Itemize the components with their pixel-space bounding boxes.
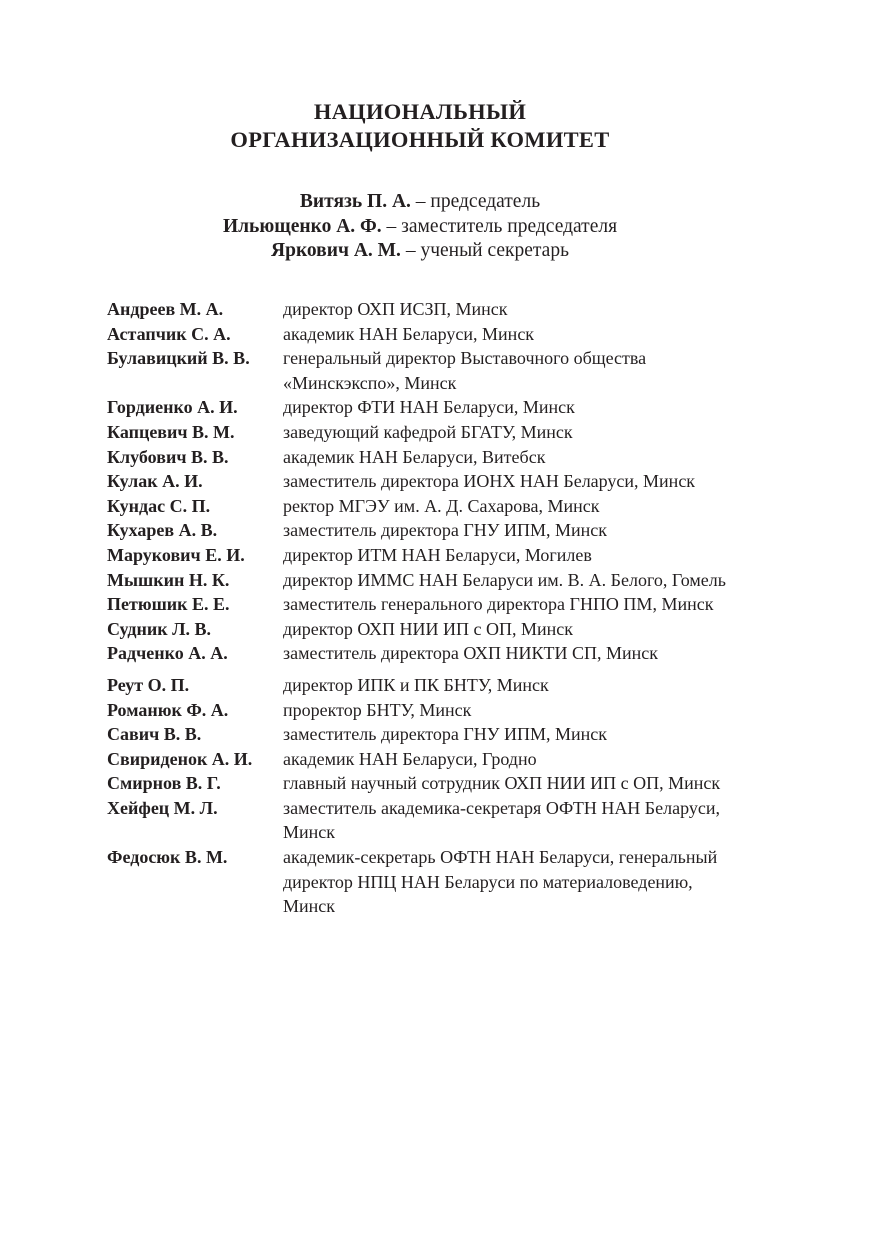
member-name: Мышкин Н. К. bbox=[107, 569, 230, 590]
member-name: Петюшик Е. Е. bbox=[107, 594, 230, 615]
member-row bbox=[107, 771, 747, 796]
members-list bbox=[107, 297, 747, 919]
member-name: Астапчик С. А. bbox=[107, 323, 231, 344]
member-name: Радченко А. А. bbox=[107, 643, 228, 664]
member-position: директор ИПК и ПК БНТУ, Минск bbox=[283, 674, 549, 695]
member-name: Хейфец М. Л. bbox=[107, 797, 218, 818]
leader-chairman bbox=[0, 190, 840, 215]
member-row bbox=[107, 518, 747, 543]
member-row bbox=[107, 617, 747, 642]
member-position: директор ИТМ НАН Беларуси, Могилев bbox=[283, 544, 592, 565]
committee-leaders bbox=[0, 190, 840, 264]
member-name: Кулак А. И. bbox=[107, 471, 203, 492]
member-position: академик-секретарь ОФТН НАН Беларуси, генеральный директор НПЦ НАН Беларуси по материаловедению, Минск bbox=[283, 847, 718, 917]
member-position: директор ОХП НИИ ИП с ОП, Минск bbox=[283, 618, 573, 639]
member-position: заместитель директора ГНУ ИПМ, Минск bbox=[283, 520, 608, 541]
page-title bbox=[0, 98, 840, 154]
member-name: Клубович В. В. bbox=[107, 446, 229, 467]
member-position: главный научный сотрудник ОХП НИИ ИП с ОП, Минск bbox=[283, 773, 721, 794]
member-position: академик НАН Беларуси, Минск bbox=[283, 323, 535, 344]
member-name: Савич В. В. bbox=[107, 724, 202, 745]
member-position: заместитель академика-секретаря ОФТН НАН Беларуси, Минск bbox=[283, 797, 720, 843]
member-row bbox=[107, 698, 747, 723]
member-position: заведующий кафедрой БГАТУ, Минск bbox=[283, 421, 573, 442]
member-row bbox=[107, 469, 747, 494]
member-position: заместитель директора ИОНХ НАН Беларуси, Минск bbox=[283, 471, 696, 492]
leader-name: Ильющенко А. Ф. bbox=[222, 215, 382, 237]
member-row bbox=[107, 747, 747, 772]
member-row bbox=[107, 322, 747, 347]
title-line: ОРГАНИЗАЦИОННЫЙ КОМИТЕТ bbox=[230, 127, 610, 152]
member-position: директор ФТИ НАН Беларуси, Минск bbox=[283, 397, 575, 418]
member-position: проректор БНТУ, Минск bbox=[283, 699, 472, 720]
member-name: Андреев М. А. bbox=[107, 299, 224, 319]
member-name: Свириденок А. И. bbox=[107, 748, 253, 769]
member-name: Капцевич В. М. bbox=[107, 421, 235, 442]
member-name: Романюк Ф. А. bbox=[107, 699, 229, 720]
leader-secretary bbox=[0, 239, 840, 264]
member-name: Смирнов В. Г. bbox=[107, 773, 221, 794]
member-name: Гордиенко А. И. bbox=[107, 397, 238, 418]
member-name: Судник Л. В. bbox=[107, 618, 212, 639]
leader-name: Яркович А. М. bbox=[271, 240, 401, 261]
member-row bbox=[107, 568, 747, 593]
member-row bbox=[107, 494, 747, 519]
member-position: генеральный директор Выставочного общества «Минскэкспо», Минск bbox=[283, 348, 647, 393]
member-position: академик НАН Беларуси, Гродно bbox=[283, 748, 537, 769]
member-row bbox=[107, 543, 747, 568]
member-position: ректор МГЭУ им. А. Д. Сахарова, Минск bbox=[283, 495, 600, 516]
member-row bbox=[107, 592, 747, 617]
member-row bbox=[107, 297, 747, 322]
member-row bbox=[107, 722, 747, 747]
member-name: Кухарев А. В. bbox=[107, 520, 218, 541]
member-row bbox=[107, 445, 747, 470]
leader-deputy bbox=[0, 215, 840, 240]
member-row bbox=[107, 420, 747, 445]
member-name: Марукович Е. И. bbox=[107, 544, 245, 565]
leader-role: – заместитель председателя bbox=[381, 215, 618, 237]
leader-name: Витязь П. А. bbox=[299, 191, 411, 212]
leader-role: – ученый секретарь bbox=[400, 240, 569, 261]
member-position: заместитель директора ГНУ ИПМ, Минск bbox=[283, 724, 608, 745]
member-position: заместитель директора ОХП НИКТИ СП, Минск bbox=[283, 643, 658, 664]
member-row bbox=[107, 346, 747, 395]
member-position: директор ОХП ИСЗП, Минск bbox=[283, 299, 508, 319]
member-row bbox=[107, 395, 747, 420]
member-row bbox=[107, 673, 747, 698]
member-row bbox=[107, 845, 747, 919]
member-row bbox=[107, 641, 747, 666]
member-row bbox=[107, 796, 747, 845]
member-name: Булавицкий В. В. bbox=[107, 348, 250, 369]
member-position: академик НАН Беларуси, Витебск bbox=[283, 446, 546, 467]
member-name: Реут О. П. bbox=[107, 674, 190, 695]
leader-role: – председатель bbox=[410, 191, 541, 212]
title-line: НАЦИОНАЛЬНЫЙ bbox=[313, 99, 527, 124]
member-position: заместитель генерального директора ГНПО ПМ, Минск bbox=[283, 594, 714, 615]
member-name: Федосюк В. М. bbox=[107, 847, 228, 868]
member-position: директор ИММС НАН Беларуси им. В. А. Белого, Гомель bbox=[283, 569, 726, 590]
member-name: Кундас С. П. bbox=[107, 495, 211, 516]
